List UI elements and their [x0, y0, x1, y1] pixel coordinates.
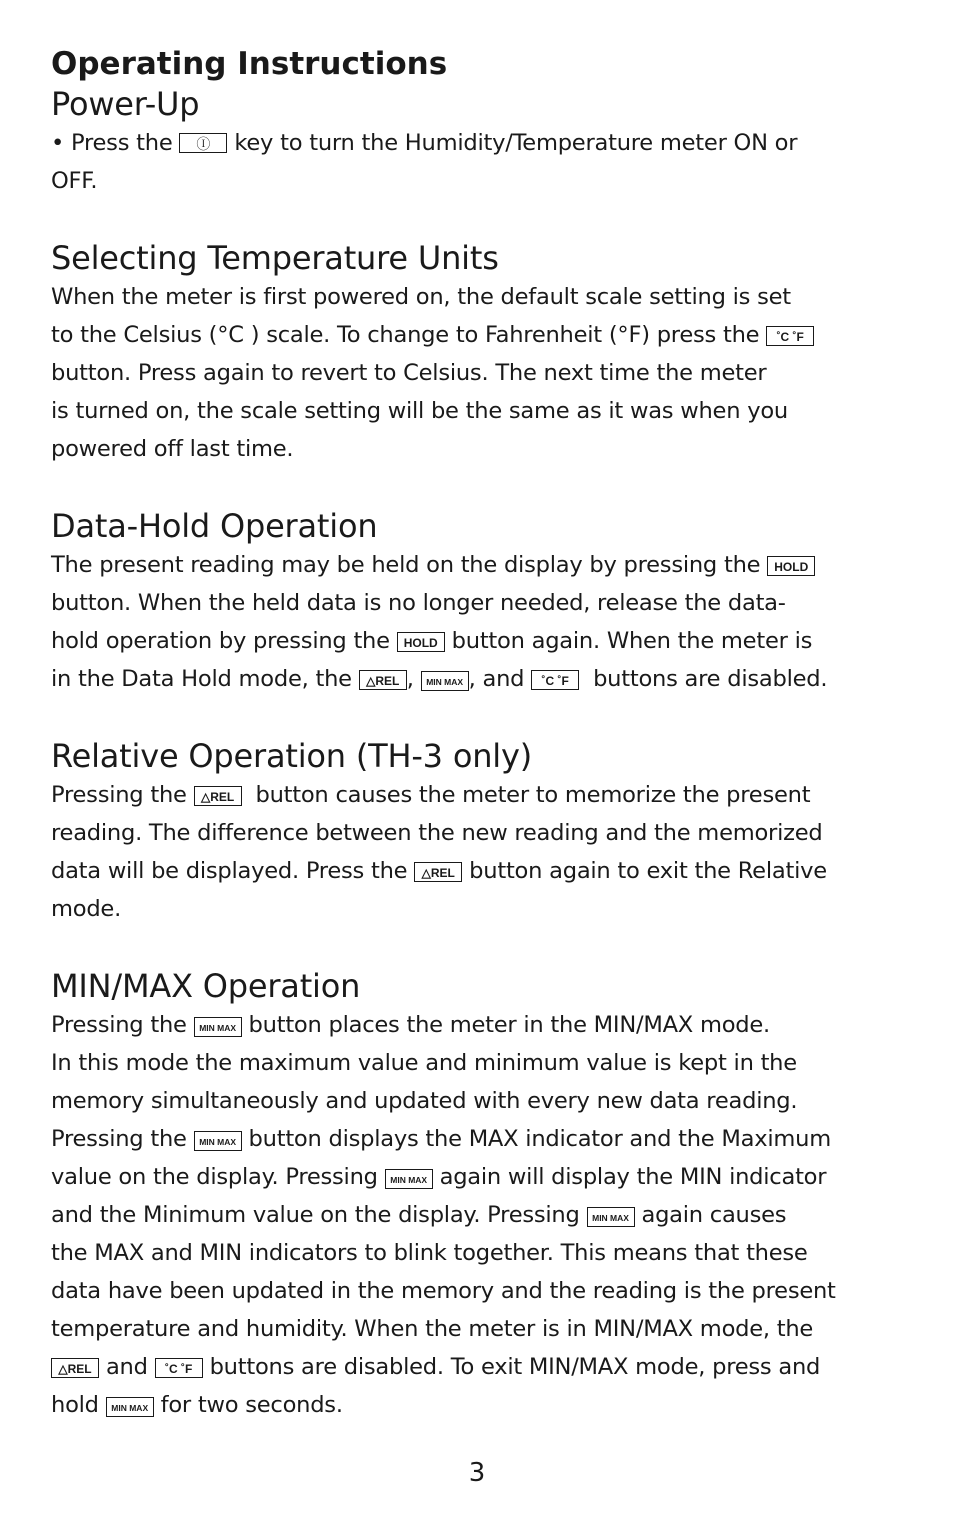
- text-span: button causes the meter to memorize the present: [255, 782, 811, 808]
- text-span: value on the display. Pressing: [51, 1164, 378, 1190]
- text-span: button places the meter in the MIN/MAX mode.: [248, 1012, 770, 1038]
- text-span: • Press the: [51, 130, 173, 156]
- text-span: for two seconds.: [160, 1392, 343, 1418]
- paragraph-line: data have been updated in the memory and the reading is the present: [51, 1278, 836, 1304]
- section-heading-min-max-operation: MIN/MAX Operation: [51, 967, 361, 1005]
- text-span: to the Celsius (°C ) scale. To change to Fahrenheit (°F) press the: [51, 322, 760, 348]
- text-span: button again to exit the Relative: [469, 858, 827, 884]
- paragraph-line: [51, 1120, 901, 1158]
- text-span: hold: [51, 1392, 99, 1418]
- paragraph-line: [51, 852, 901, 890]
- min-max-key-icon: MIN MAX: [194, 1131, 242, 1151]
- paragraph-line: mode.: [51, 896, 122, 922]
- min-max-key-icon: MIN MAX: [106, 1397, 154, 1417]
- paragraph-line: [51, 1348, 901, 1386]
- section-heading-power-up: Power-Up: [51, 85, 200, 123]
- paragraph-line: the MAX and MIN indicators to blink together. This means that these: [51, 1240, 808, 1266]
- text-span: buttons are disabled. To exit MIN/MAX mode, press and: [209, 1354, 821, 1380]
- min-max-key-icon: MIN MAX: [194, 1017, 242, 1037]
- section-temperature-units: [51, 238, 901, 468]
- text-span: and: [105, 1354, 148, 1380]
- text-span: and the Minimum value on the display. Pressing: [51, 1202, 580, 1228]
- text-span: button displays the MAX indicator and the Maximum: [248, 1126, 831, 1152]
- text-span: key to turn the Humidity/Temperature meter ON or: [234, 130, 798, 156]
- section-relative-operation: [51, 736, 901, 928]
- celsius-fahrenheit-key-icon: ˚C ˚F: [766, 326, 814, 346]
- paragraph-line: [51, 316, 901, 354]
- text-span: buttons are disabled.: [593, 666, 828, 692]
- paragraph-line: [51, 660, 901, 698]
- hold-key-icon: HOLD: [767, 556, 815, 576]
- power-key-icon: Ⓘ: [179, 133, 227, 153]
- min-max-key-icon: MIN MAX: [385, 1169, 433, 1189]
- section-heading-relative-operation: Relative Operation (TH-3 only): [51, 737, 532, 775]
- paragraph-line: [51, 1196, 901, 1234]
- paragraph-line: [51, 124, 901, 162]
- text-span: Pressing the: [51, 1126, 187, 1152]
- section-heading-temperature-units: Selecting Temperature Units: [51, 239, 499, 277]
- paragraph-line: temperature and humidity. When the meter is in MIN/MAX mode, the: [51, 1316, 814, 1342]
- min-max-key-icon: MIN MAX: [587, 1207, 635, 1227]
- page-number: 3: [468, 1458, 486, 1488]
- document-page: [51, 44, 901, 1424]
- celsius-fahrenheit-key-icon: ˚C ˚F: [155, 1358, 203, 1378]
- text-span: in the Data Hold mode, the: [51, 666, 352, 692]
- text-span: button again. When the meter is: [451, 628, 813, 654]
- celsius-fahrenheit-key-icon: ˚C ˚F: [531, 670, 579, 690]
- paragraph-line: [51, 776, 901, 814]
- relative-key-icon: △REL: [359, 670, 407, 690]
- paragraph-line: In this mode the maximum value and minimum value is kept in the: [51, 1050, 797, 1076]
- paragraph-line: [51, 622, 901, 660]
- paragraph-line: memory simultaneously and updated with every new data reading.: [51, 1088, 798, 1114]
- paragraph-line: button. When the held data is no longer needed, release the data-: [51, 590, 786, 616]
- text-span: hold operation by pressing the: [51, 628, 390, 654]
- section-min-max-operation: [51, 966, 901, 1424]
- paragraph-line: [51, 1158, 901, 1196]
- paragraph-line: [51, 1386, 901, 1424]
- min-max-key-icon: MIN MAX: [421, 671, 469, 691]
- paragraph-line: reading. The difference between the new reading and the memorized: [51, 820, 823, 846]
- relative-key-icon: △REL: [194, 786, 242, 806]
- section-power-up: [51, 84, 901, 200]
- section-data-hold: [51, 506, 901, 698]
- text-span: ,: [406, 666, 414, 692]
- paragraph-line: powered off last time.: [51, 436, 294, 462]
- text-span: The present reading may be held on the display by pressing the: [51, 552, 761, 578]
- paragraph-line: [51, 1006, 901, 1044]
- paragraph-line: OFF.: [51, 168, 98, 194]
- text-span: , and: [468, 666, 525, 692]
- relative-key-icon: △REL: [51, 1358, 99, 1378]
- section-heading-data-hold: Data-Hold Operation: [51, 507, 378, 545]
- paragraph-line: [51, 546, 901, 584]
- text-span: Pressing the: [51, 782, 187, 808]
- page-title: Operating Instructions: [51, 46, 448, 82]
- text-span: again causes: [641, 1202, 787, 1228]
- paragraph-line: button. Press again to revert to Celsius. The next time the meter: [51, 360, 767, 386]
- relative-key-icon: △REL: [414, 862, 462, 882]
- paragraph-line: When the meter is first powered on, the default scale setting is set: [51, 284, 791, 310]
- text-span: again will display the MIN indicator: [439, 1164, 827, 1190]
- text-span: data will be displayed. Press the: [51, 858, 408, 884]
- paragraph-line: is turned on, the scale setting will be the same as it was when you: [51, 398, 788, 424]
- hold-key-icon: HOLD: [397, 632, 445, 652]
- text-span: Pressing the: [51, 1012, 187, 1038]
